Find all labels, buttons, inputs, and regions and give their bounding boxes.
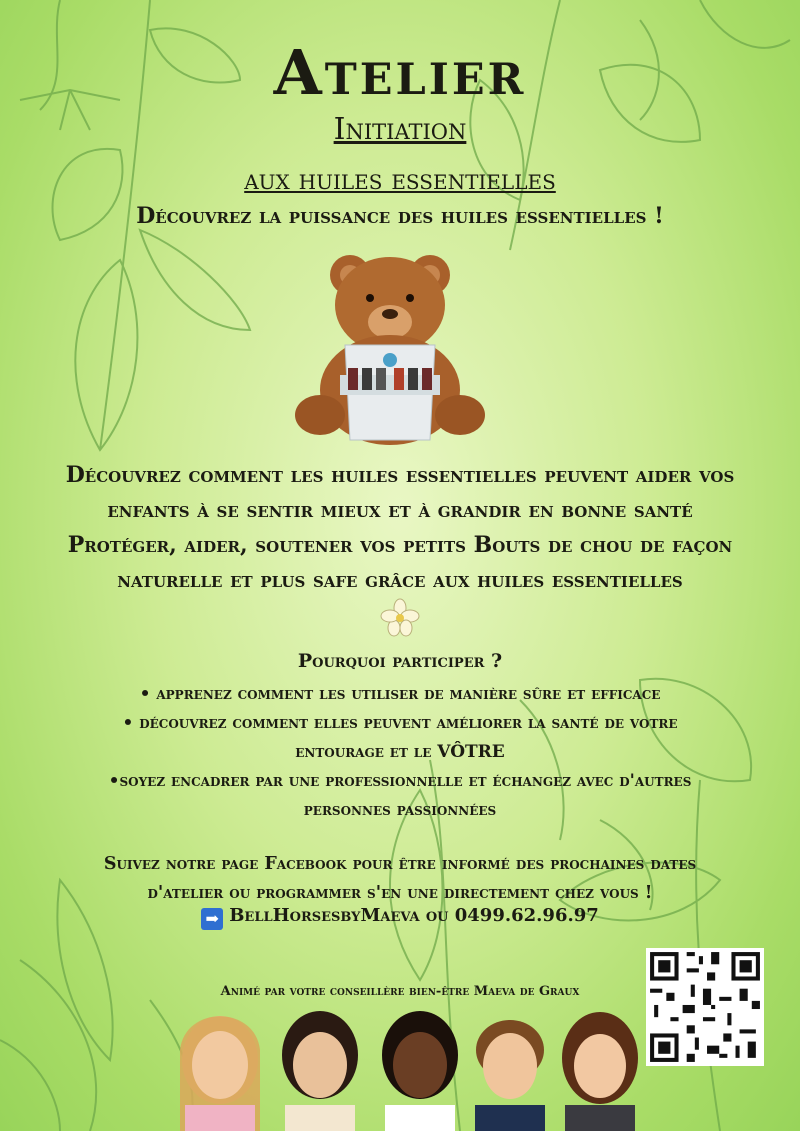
page-title: Atelier: [273, 36, 527, 109]
tagline: Découvrez la puissance des huiles essentielles !: [136, 203, 664, 229]
contact-line: [0, 905, 800, 930]
list-item: • découvrez comment elles peuvent améliorer la santé de votre: [122, 713, 678, 733]
follow-line: d'atelier ou programmer s'en une directement chez vous !: [147, 883, 653, 903]
intro-line: enfants à se sentir mieux et à grandir en bonne santé: [107, 497, 693, 523]
intro-line: Protéger, aider, soutener vos petits Bouts de chou de façon: [67, 532, 733, 558]
teddy-bear-image: [290, 250, 490, 445]
qr-code[interactable]: [646, 948, 764, 1066]
intro-text: [0, 458, 800, 598]
subtitle: Initiation: [333, 112, 467, 147]
right-arrow-icon: ➡: [201, 908, 223, 930]
follow-line: Suivez notre page Facebook pour être informé des prochaines dates: [103, 854, 697, 874]
topic-heading: aux huiles essentielles: [244, 163, 556, 196]
list-item: •soyez encadrer par une professionnelle et échangez avec d'autres: [108, 771, 692, 791]
children-photo: [160, 1000, 640, 1131]
benefits-list: [0, 680, 800, 825]
follow-text: [0, 850, 800, 908]
flower-icon: [380, 598, 420, 638]
list-item: • apprenez comment les utiliser de manière sûre et efficace: [139, 684, 661, 704]
list-item: entourage et le VÔTRE: [295, 742, 505, 762]
why-heading: Pourquoi participer ?: [297, 650, 503, 672]
intro-line: Découvrez comment les huiles essentielles peuvent aider vos: [65, 462, 735, 488]
intro-line: naturelle et plus safe grâce aux huiles essentielles: [117, 567, 683, 593]
list-item: personnes passionnées: [303, 800, 497, 820]
animator-credit: Animé par votre conseillère bien-être Maeva de Graux: [220, 984, 580, 999]
contact-info[interactable]: BellHorsesbyMaeva ou 0499.62.96.97: [229, 905, 599, 926]
